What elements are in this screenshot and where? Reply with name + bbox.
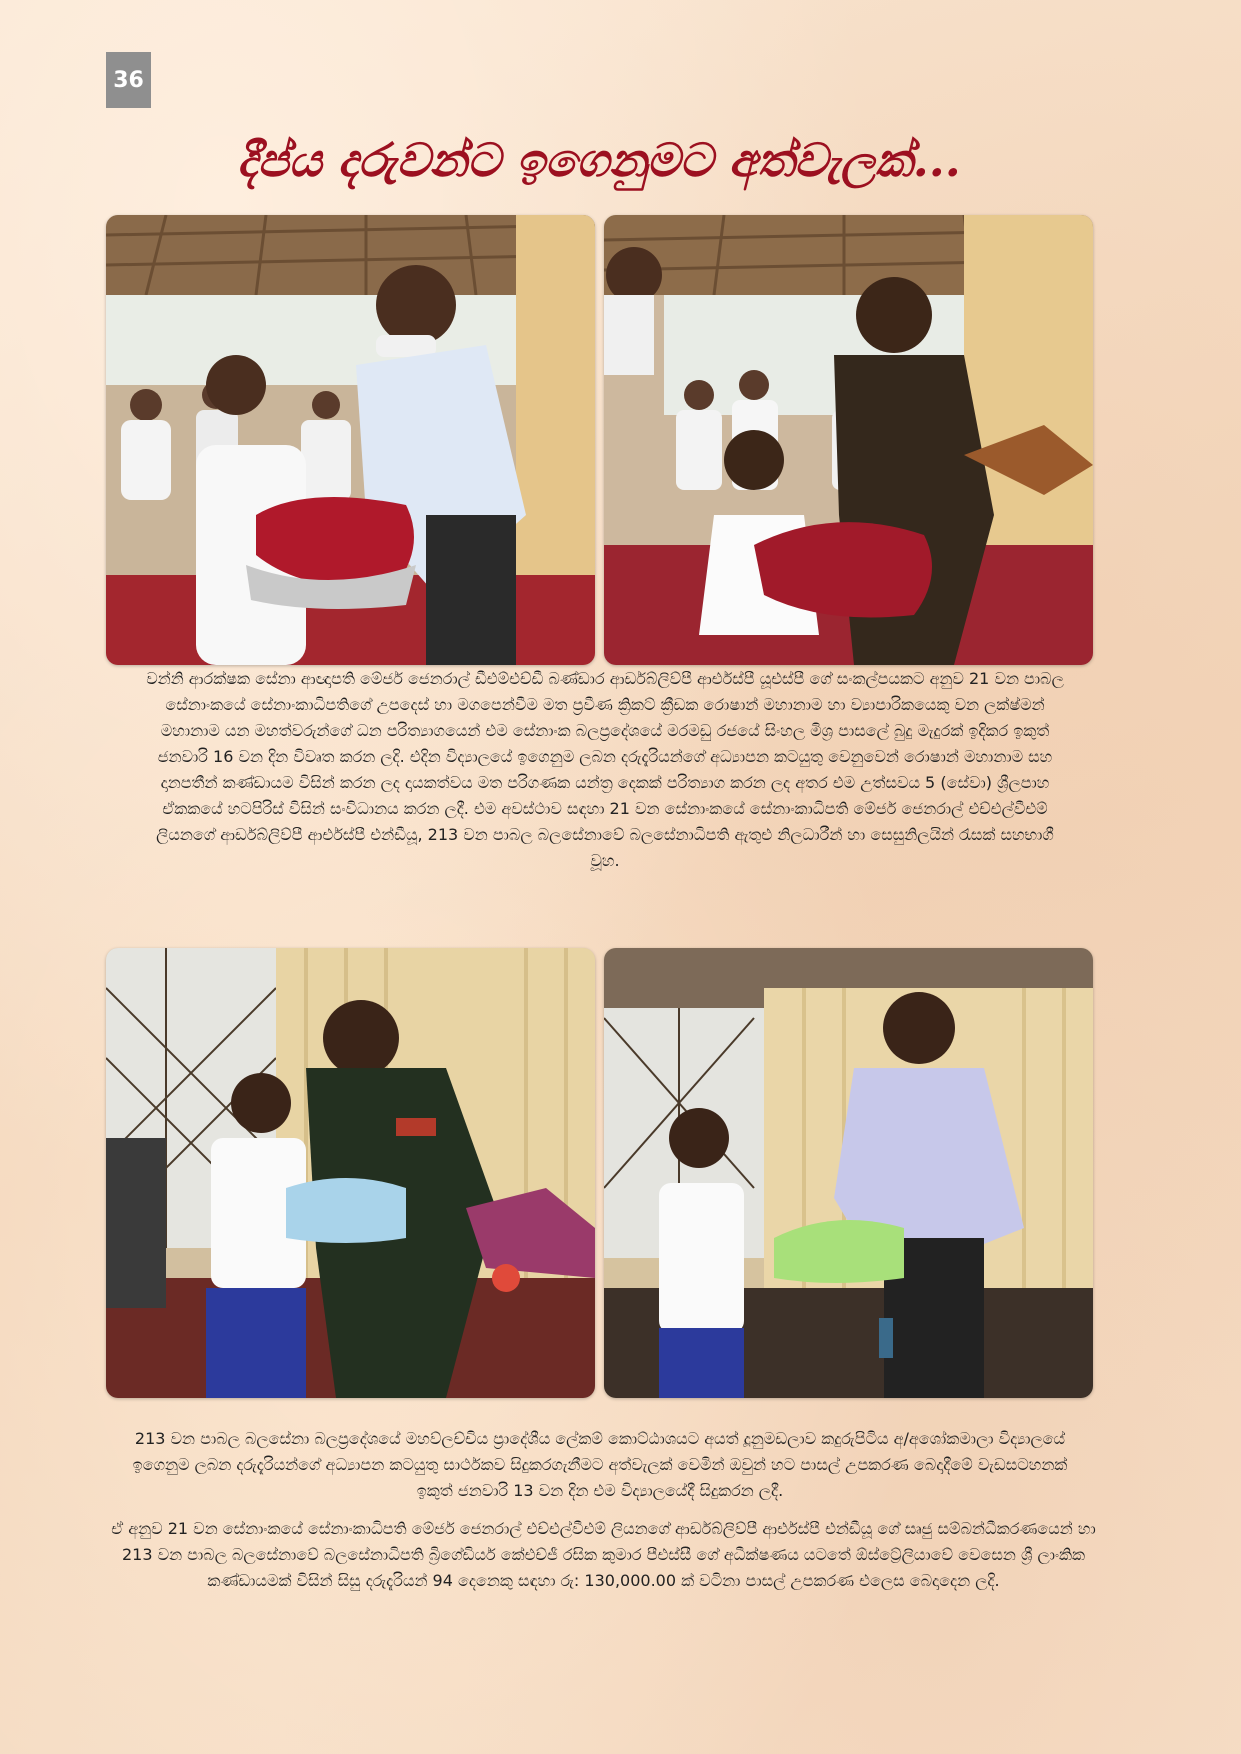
photo-gift-presentation-2 <box>604 215 1093 665</box>
photo-gift-presentation-officer-icon <box>604 215 1093 665</box>
photo-gift-presentation-3 <box>106 948 595 1398</box>
photo-gift-presentation-civilian-icon <box>106 215 595 665</box>
page-title: දීප්ය දරුවන්ට ඉගෙනුමට අත්වැලක්... <box>237 133 961 187</box>
photo-gift-presentation-4 <box>604 948 1093 1398</box>
page-number: 36 <box>106 52 151 108</box>
article-paragraph-1: වන්නි ආරක්ෂක සේනා ආඥාපති මේජර් ජෙනරාල් ඩීඑම්එච්ඩී බණ්ඩාර ආර්ඩබ්ලිව්පී ආර්එස්පී යූඑස්පී ගේ සංකල්පයකට අනුව 21 වන පාබල සේනාංකයේ සේනාංකාධිපතිගේ උපදෙස් හා මගපෙන්වීම මත ප්‍රවීණ ක්‍රිකට් ක්‍රීඩක රොෂාන් මහානාම හා ව්‍යාපාරිකයෙකු වන ලක්ෂ්මන් මහානාම යන මහත්වරුන්ගේ ධන පරිත්‍යාගයෙන් එම සේනාංක බලප්‍රදේශයේ මරමඩු රජයේ සිංහල මිශ්‍ර පාසලේ බුදු මැදුරක් ඉදිකර ඉකුත් ජනවාරි 16 වන දින විවෘත කරන ලදි. එදින විද්‍යාලයේ ඉගෙනුම ලබන දරුදැරියන්ගේ අධ්‍යාපන කටයුතු වෙනුවෙන් රොෂාන් මහානාම සහ දානපතීන් කණ්ඩායම විසින් කරන ලද දායකත්වය මත පරිගණක යන්ත්‍ර දෙකක් පරිත්‍යාග කරන ලද අතර එම උත්සවය 5 (සේවා) ශ්‍රීලපාහ ඒකකයේ හටපිරිස් විසින් සංවිධානය කරන ලදී. එම අවස්ථාව සඳහා 21 වන සේනාංකයේ සේනාංකාධිපති මේජර් ජෙනරාල් එච්එල්වීඑම් ලියනගේ ආර්ඩබ්ලිව්පී ආර්එස්පී එන්ඩීයූ, 213 වන පාබල බලසේනාවේ බලසේනාධිපති ඇතුළු නිලධාරීන් හා සෙසුනිලයින් රැසක් සහභාගී වූහ. <box>146 669 1064 870</box>
photo-gift-presentation-1 <box>106 215 595 665</box>
photo-gift-presentation-civilian-icon <box>604 948 1093 1398</box>
photo-gift-presentation-officer-icon <box>106 948 595 1398</box>
article-paragraph-3: ඒ අනුව 21 වන සේනාංකයේ සේනාංකාධිපති මේජර් ජෙනරාල් එච්එල්වීඑම් ලියනගේ ආර්ඩබ්ලිව්පී ආර්එස්පී එන්ඩීයූ ගේ සෘජු සම්බන්ධීකරණයෙන් හා 213 වන පාබල බලසේනාවේ බලසේනාධිපති බ්‍රිගේඩියර් කේඑච්ජී රසික කුමාර පීඑස්සී ගේ අධීක්ෂණය යටතේ ඕස්ට්‍රේලියාවේ වෙසෙන ශ්‍රී ලාංකික කණ්ඩායමක් විසින් සිසු දරුදැරියන් 94 දෙනෙකු සඳහා රු: 130,000.00 ක් වටිනා පාසල් උපකරණ එලෙස බෙදාදෙන ලදි. <box>111 1519 1096 1590</box>
article-paragraph-2: 213 වන පාබල බලසේනා බලප්‍රදේශයේ මහව්ලච්චිය ප්‍රාදේශීය ලේකම් කොට්ඨාශයට අයත් දූනුමඩලාව කදුරුපිටිය අ/අශෝකමාලා විද්‍යාලයේ ඉගෙනුම ලබන දරුදැරියන්ගේ අධ්‍යාපන කටයුතු සාර්ථකව සිදුකරගැනීමට අත්වැලක් වෙමින් ඔවුන් හට පාසල් උපකරණ බෙදාදීමේ වැඩසටහනක් ඉකුත් ජනවාරි 13 වන දින එම විද්‍යාලයේදී සිදුකරන ලදී. <box>132 1429 1068 1500</box>
